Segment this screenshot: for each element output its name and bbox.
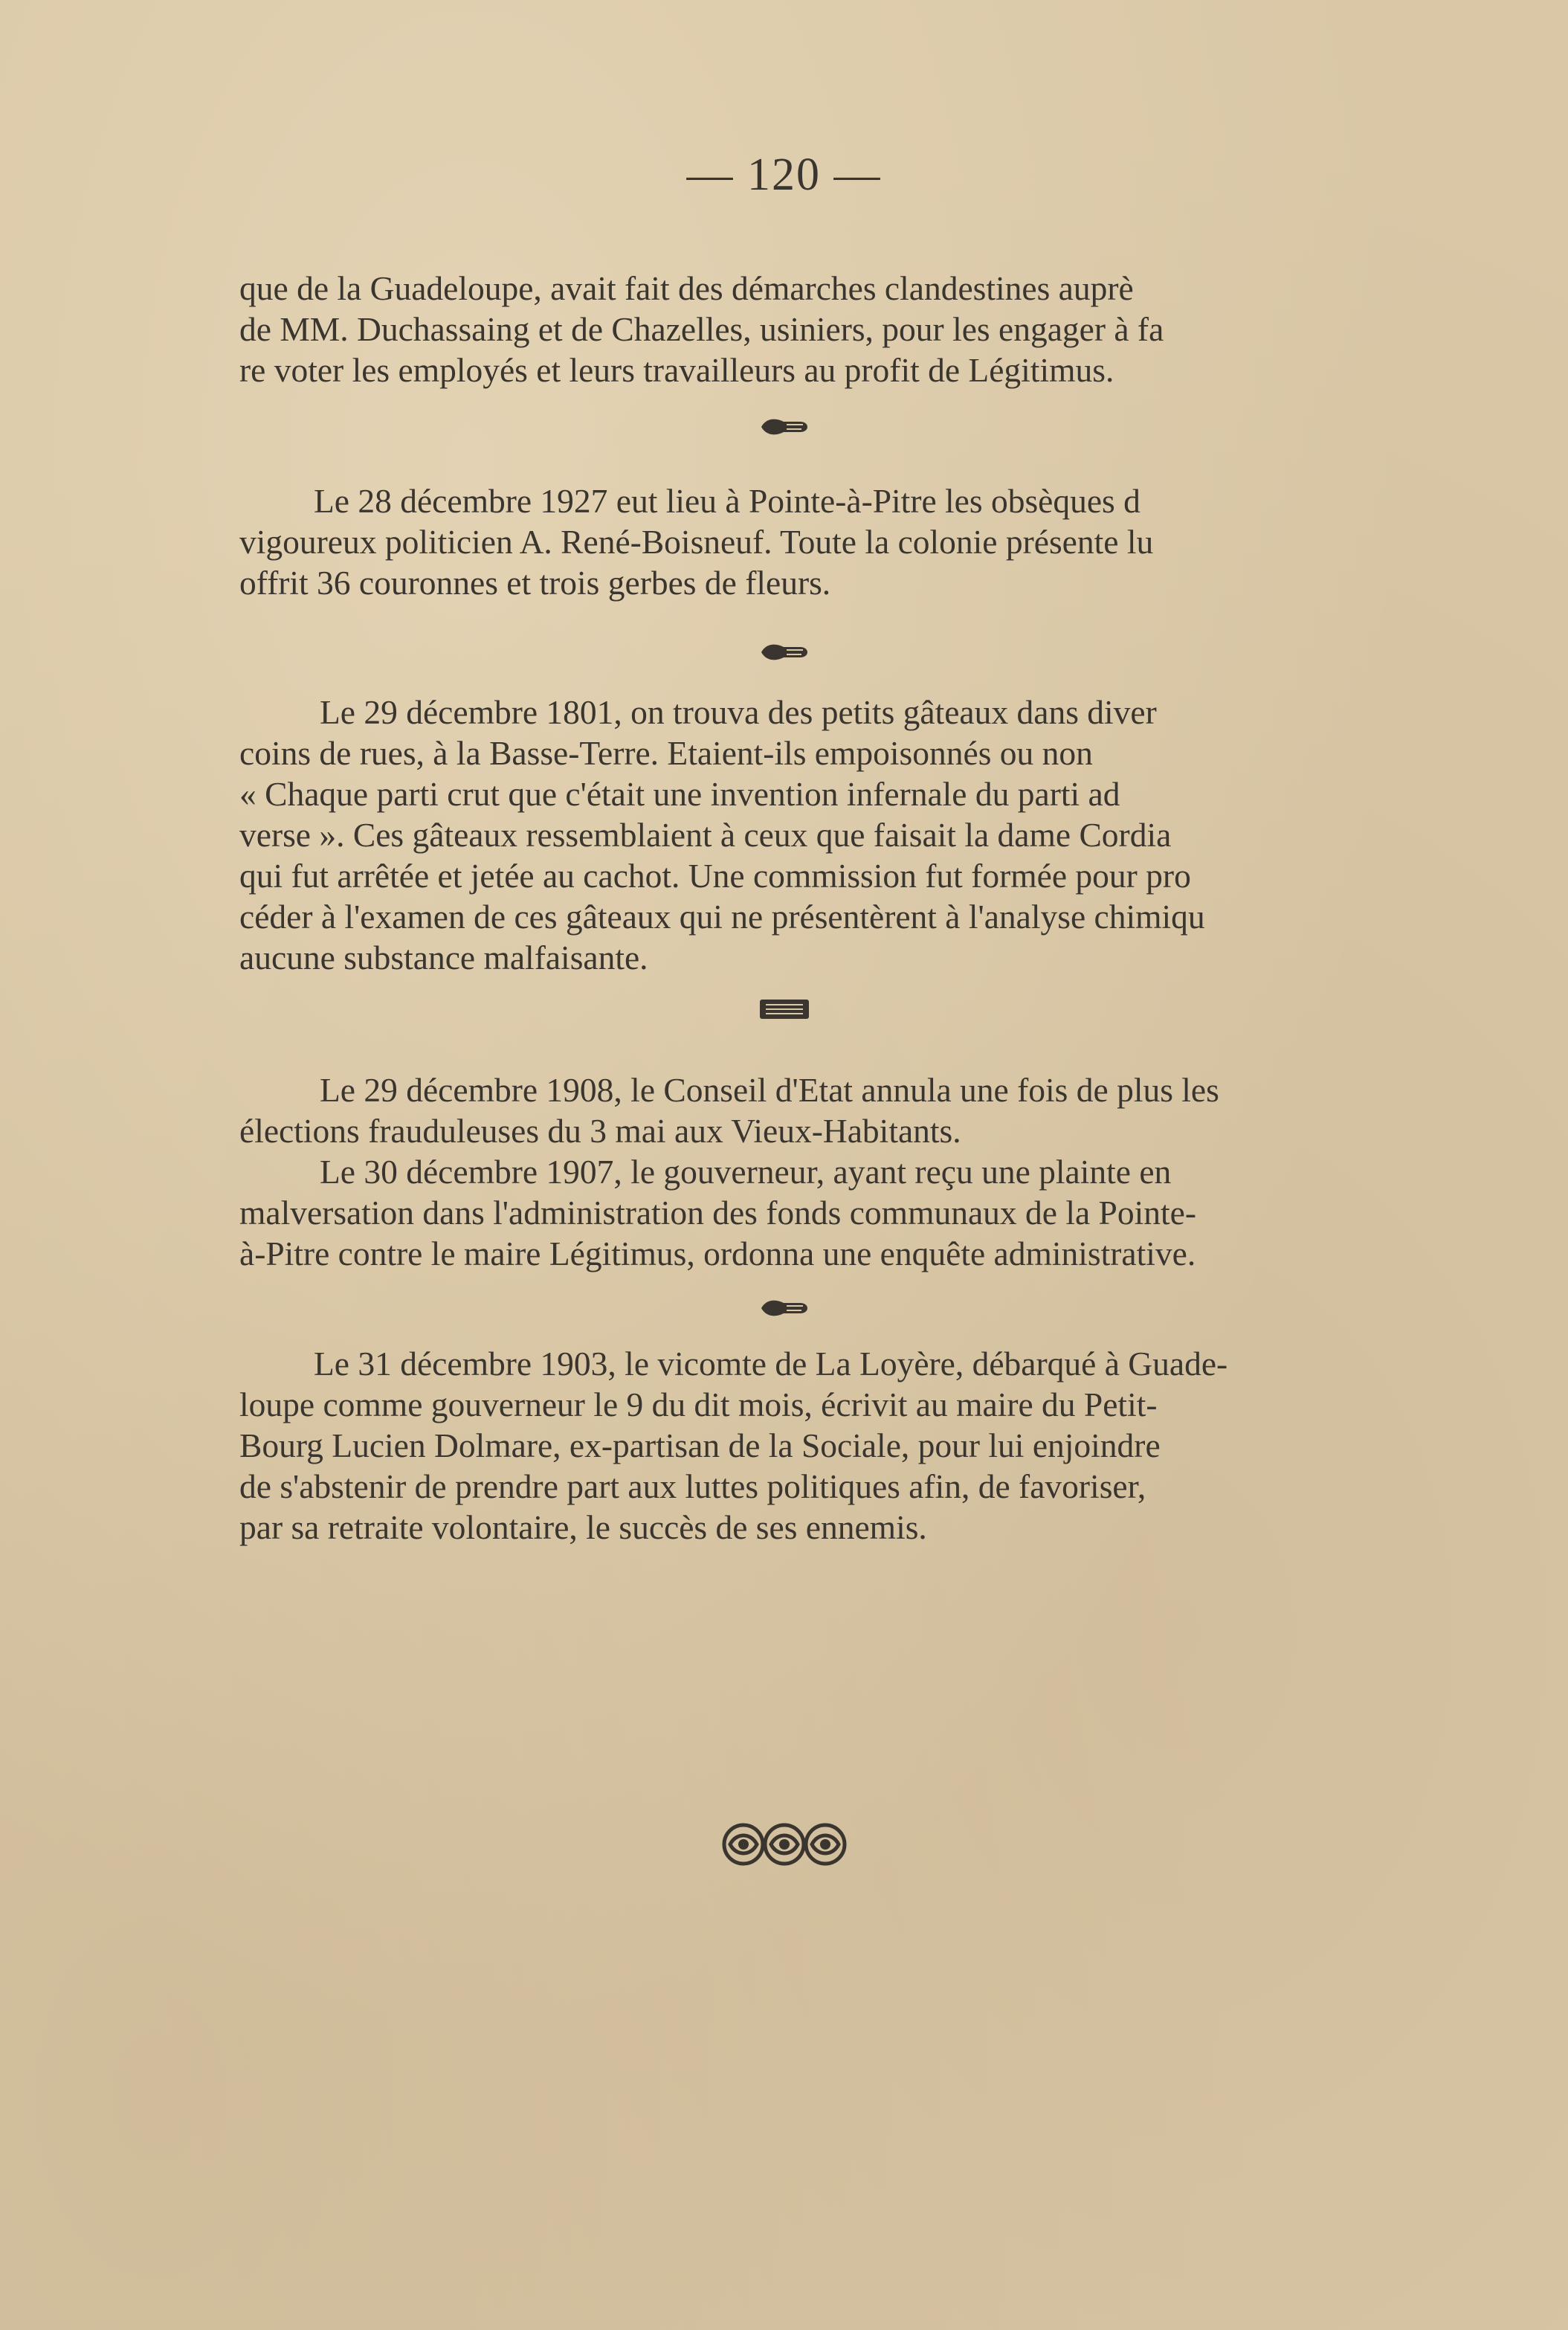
text-line: Le 30 décembre 1907, le gouverneur, ayant reçu une plainte en [320, 1153, 1172, 1191]
text-line: par sa retraite volontaire, le succès de ses ennemis. [239, 1508, 927, 1546]
hand-fleuron-icon [0, 413, 1568, 445]
text-line: loupe comme gouverneur le 9 du dit mois, écrivit au maire du Petit- [239, 1386, 1158, 1423]
text-line: offrit 36 couronnes et trois gerbes de fleurs. [239, 564, 831, 602]
page-number: — 120 — [686, 149, 882, 200]
entry-text [239, 1151, 1568, 1274]
text-line: à-Pitre contre le maire Légitimus, ordonna une enquête administrative. [239, 1235, 1196, 1272]
floral-tailpiece-icon [0, 1815, 1568, 1878]
entry-text [239, 268, 1568, 390]
text-line: Le 31 décembre 1903, le vicomte de La Loyère, débarqué à Guade- [314, 1345, 1228, 1383]
hand-fleuron-icon [0, 1294, 1568, 1326]
text-line: de MM. Duchassaing et de Chazelles, usiniers, pour les engager à fa [239, 310, 1164, 348]
text-line: malversation dans l'administration des fonds communaux de la Pointe- [239, 1194, 1196, 1232]
text-line: aucune substance malfaisante. [239, 939, 648, 976]
entry-text [239, 1343, 1568, 1548]
entry-text [239, 1069, 1568, 1151]
text-line: céder à l'examen de ces gâteaux qui ne présentèrent à l'analyse chimiqu [239, 898, 1205, 936]
hand-fleuron-icon [0, 995, 1568, 1027]
text-line: Le 28 décembre 1927 eut lieu à Pointe-à-Pitre les obsèques d [314, 482, 1140, 520]
text-line: qui fut arrêtée et jetée au cachot. Une commission fut formée pour pro [239, 857, 1191, 895]
text-line: vigoureux politicien A. René-Boisneuf. Toute la colonie présente lu [239, 523, 1154, 561]
entry-text [239, 692, 1568, 978]
text-line: Le 29 décembre 1801, on trouva des petits gâteaux dans diver [320, 693, 1157, 731]
text-line: que de la Guadeloupe, avait fait des démarches clandestines auprè [239, 269, 1134, 307]
text-line: verse ». Ces gâteaux ressemblaient à ceux que faisait la dame Cordia [239, 816, 1172, 854]
text-line: élections frauduleuses du 3 mai aux Vieux-Habitants. [239, 1112, 961, 1150]
text-line: Le 29 décembre 1908, le Conseil d'Etat annula une fois de plus les [320, 1071, 1219, 1109]
text-line: de s'abstenir de prendre part aux luttes politiques afin, de favoriser, [239, 1467, 1146, 1505]
text-line: « Chaque parti crut que c'était une invention infernale du parti ad [239, 775, 1120, 813]
text-line: re voter les employés et leurs travailleurs au profit de Légitimus. [239, 351, 1114, 389]
text-line: coins de rues, à la Basse-Terre. Etaient-ils empoisonnés ou non [239, 734, 1093, 772]
text-line: Bourg Lucien Dolmare, ex-partisan de la Sociale, pour lui enjoindre [239, 1426, 1161, 1464]
entry-text [239, 480, 1568, 603]
hand-fleuron-icon [0, 638, 1568, 670]
